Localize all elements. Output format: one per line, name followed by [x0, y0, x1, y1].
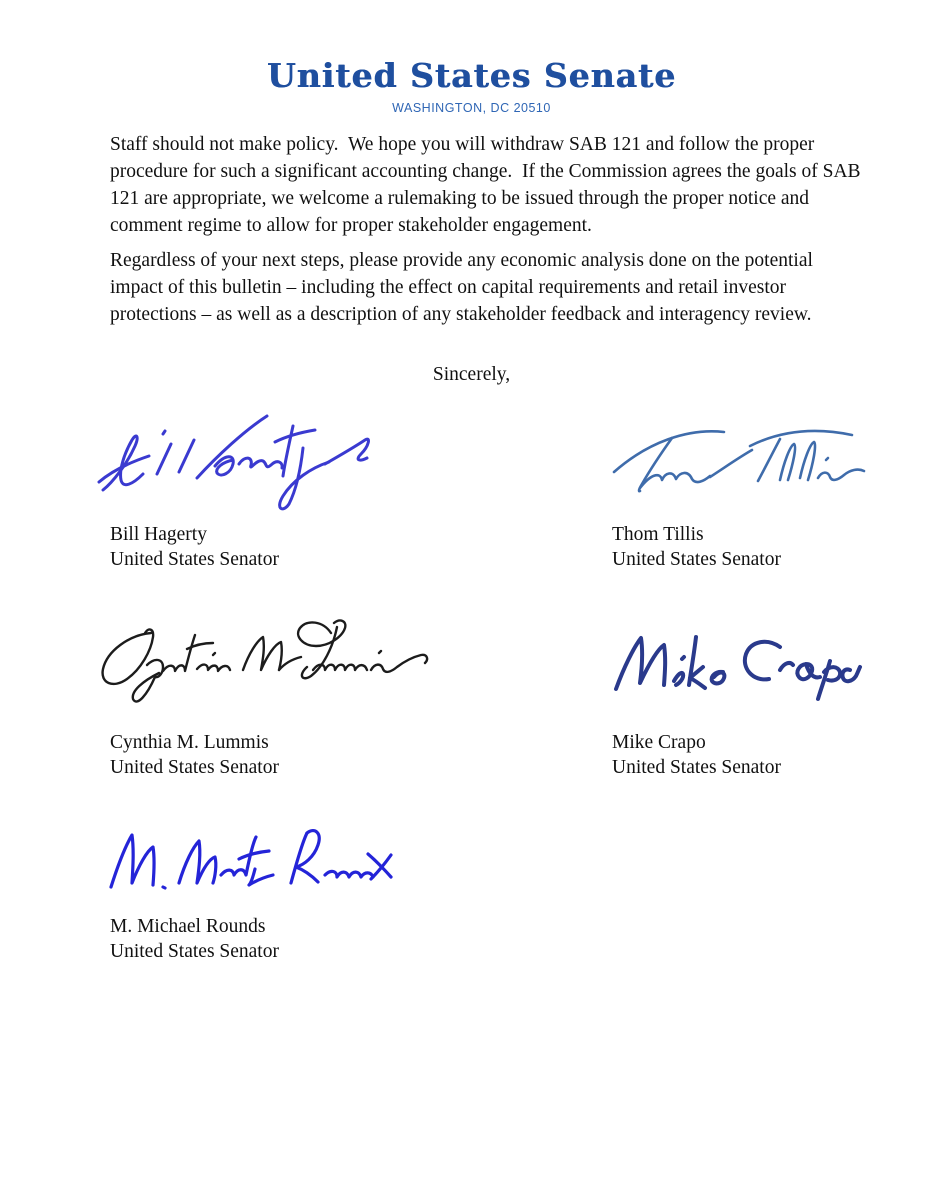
thom-tillis-signature-icon [608, 420, 870, 500]
closing-salutation: Sincerely, [432, 364, 511, 385]
signatory-block-bill-hagerty [110, 523, 279, 572]
signatory-name: Mike Crapo [612, 732, 706, 753]
signatory-block-mike-crapo [612, 731, 781, 780]
signatory-block-thom-tillis [612, 523, 781, 572]
mike-crapo-signature [608, 625, 863, 707]
signatory-name: Bill Hagerty [110, 524, 207, 545]
cynthia-lummis-signature-icon [95, 615, 440, 712]
signatory-title: United States Senator [110, 940, 279, 962]
signatory-title: United States Senator [110, 756, 279, 778]
signatory-title: United States Senator [612, 548, 781, 570]
body-paragraph-2: Regardless of your next steps, please provide any economic analysis done on the potential impact of this bulletin – including the effect on capital requirements and retail investor protections – as well as a description of any stakeholder feedback and interagency review. [110, 250, 818, 325]
michael-rounds-signature-icon [103, 825, 393, 905]
signatory-title: United States Senator [110, 548, 279, 570]
signatory-name: Cynthia M. Lummis [110, 732, 269, 753]
signatory-name: M. Michael Rounds [110, 916, 266, 937]
michael-rounds-signature [103, 825, 393, 905]
signatory-block-michael-rounds [110, 915, 279, 964]
signatory-block-cynthia-lummis [110, 731, 279, 780]
bill-hagerty-signature [97, 410, 392, 515]
letterhead-address: WASHINGTON, DC 20510 [392, 101, 551, 115]
mike-crapo-signature-icon [608, 625, 863, 707]
signatory-name: Thom Tillis [612, 524, 704, 545]
cynthia-lummis-signature [95, 615, 440, 712]
signatory-title: United States Senator [612, 756, 781, 778]
body-paragraph-1: Staff should not make policy. We hope you will withdraw SAB 121 and follow the proper procedure for such a significant accounting change. If the Commission agrees the goals of SAB 121 are appropriate, we welcome a rulemaking to be issued through the proper notice and comment regime to allow for proper stakeholder engagement. [110, 134, 866, 236]
letterhead-title: United States Senate [266, 56, 677, 95]
thom-tillis-signature [608, 420, 870, 500]
bill-hagerty-signature-icon [97, 410, 392, 515]
